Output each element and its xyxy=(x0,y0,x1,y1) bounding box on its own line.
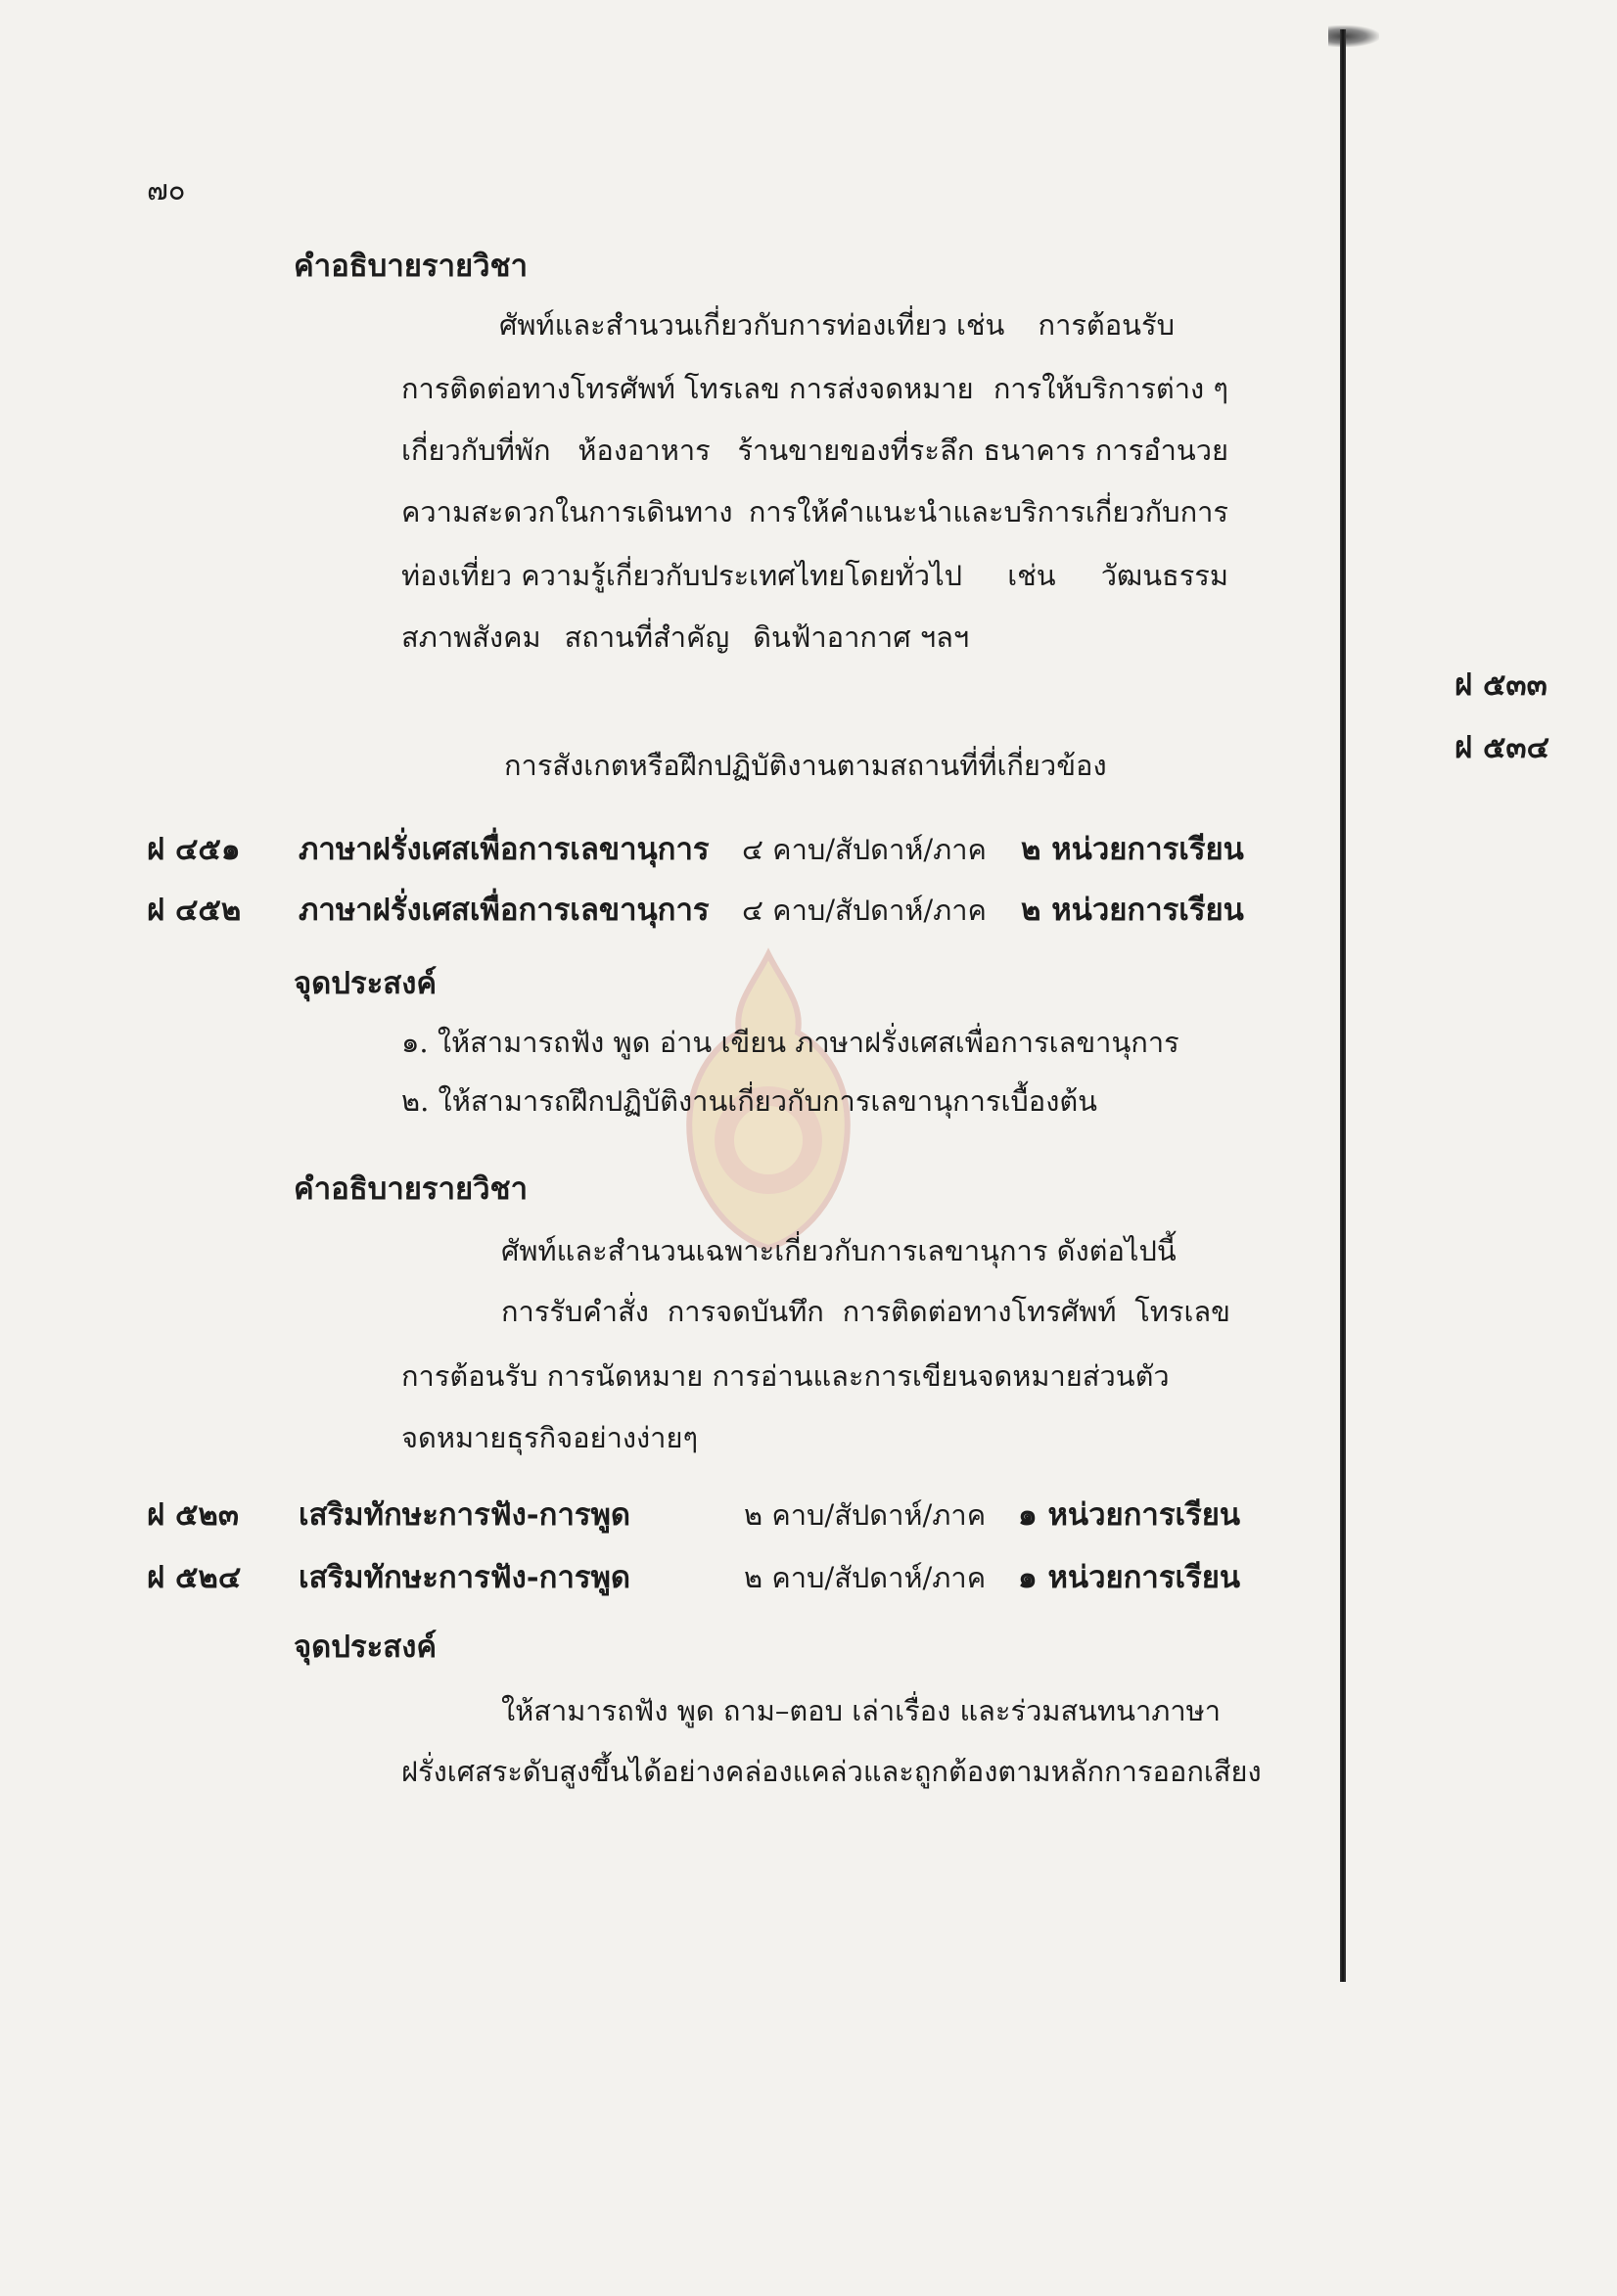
description-line-4: ความสะดวกในการเดินทาง การให้คำแนะนำและบริการเกี่ยวกับการ xyxy=(401,495,1228,528)
course-credits: ๑ หน่วยการเรียน xyxy=(1018,1560,1241,1595)
course-code: ฝ ๕๒๔ xyxy=(147,1560,242,1595)
description-line: ศัพท์และสำนวนเฉพาะเกี่ยวกับการเลขานุการ ดังต่อไปนี้ xyxy=(501,1234,1177,1267)
course-credits: ๒ หน่วยการเรียน xyxy=(1021,832,1244,867)
course-credits: ๑ หน่วยการเรียน xyxy=(1018,1497,1241,1533)
binding-edge-mark xyxy=(1328,25,1379,47)
margin-code-2: ฝ ๕๓๔ xyxy=(1455,730,1550,765)
description-line: การต้อนรับ การนัดหมาย การอ่านและการเขียนจดหมายส่วนตัว xyxy=(401,1359,1170,1393)
objectives-heading: จุดประสงค์ xyxy=(294,1630,438,1665)
description-line-3: เกี่ยวกับที่พัก ห้องอาหาร ร้านขายของที่ระลึก ธนาคาร การอำนวย xyxy=(401,434,1228,467)
objective-item: ๒. ให้สามารถฝึกปฏิบัติงานเกี่ยวกับการเลขานุการเบื้องต้น xyxy=(401,1084,1098,1118)
course-code: ฝ ๔๕๒ xyxy=(147,893,242,928)
course-code: ฝ ๕๒๓ xyxy=(147,1497,240,1533)
course-hours: ๒ คาบ/สัปดาห์/ภาค xyxy=(744,1561,987,1594)
margin-code-1: ฝ ๕๓๓ xyxy=(1455,667,1548,703)
objectives-heading: จุดประสงค์ xyxy=(294,966,438,1001)
course-title: เสริมทักษะการฟัง-การพูด xyxy=(299,1497,631,1533)
description-line: จดหมายธุรกิจอย่างง่ายๆ xyxy=(401,1421,699,1454)
course-title: ภาษาฝรั่งเศสเพื่อการเลขานุการ xyxy=(299,832,710,867)
objective-line: ให้สามารถฟัง พูด ถาม–ตอบ เล่าเรื่อง และร่วมสนทนาภาษา xyxy=(501,1694,1222,1727)
section-heading-description: คำอธิบายรายวิชา xyxy=(294,1171,529,1207)
course-hours: ๔ คาบ/สัปดาห์/ภาค xyxy=(742,894,987,927)
description-line-6: สภาพสังคม สถานที่สำคัญ ดินฟ้าอากาศ ฯลฯ xyxy=(401,620,970,654)
description-line-2: การติดต่อทางโทรศัพท์ โทรเลข การส่งจดหมาย การให้บริการต่าง ๆ xyxy=(401,372,1228,405)
observation-line: การสังเกตหรือฝึกปฏิบัติงานตามสถานที่ที่เกี่ยวข้อง xyxy=(504,749,1107,782)
course-hours: ๒ คาบ/สัปดาห์/ภาค xyxy=(744,1498,987,1532)
description-line-5: ท่องเที่ยว ความรู้เกี่ยวกับประเทศไทยโดยทั่วไป เช่น วัฒนธรรม xyxy=(401,559,1228,592)
section-heading-description: คำอธิบายรายวิชา xyxy=(294,249,529,284)
course-title: เสริมทักษะการฟัง-การพูด xyxy=(299,1560,631,1595)
course-code: ฝ ๔๕๑ xyxy=(147,832,241,867)
description-line-1: ศัพท์และสำนวนเกี่ยวกับการท่องเที่ยว เช่น การต้อนรับ xyxy=(499,308,1175,342)
course-hours: ๔ คาบ/สัปดาห์/ภาค xyxy=(742,833,987,866)
objective-line: ฝรั่งเศสระดับสูงขึ้นได้อย่างคล่องแคล่วและถูกต้องตามหลักการออกเสียง xyxy=(401,1755,1262,1788)
binding-line xyxy=(1340,29,1346,1982)
course-title: ภาษาฝรั่งเศสเพื่อการเลขานุการ xyxy=(299,893,710,928)
course-credits: ๒ หน่วยการเรียน xyxy=(1021,893,1244,928)
objective-item: ๑. ให้สามารถฟัง พูด อ่าน เขียน ภาษาฝรั่งเศสเพื่อการเลขานุการ xyxy=(401,1026,1179,1059)
page-number: ๗๐ xyxy=(147,173,186,207)
description-line: การรับคำสั่ง การจดบันทึก การติดต่อทางโทรศัพท์ โทรเลข xyxy=(501,1295,1230,1328)
